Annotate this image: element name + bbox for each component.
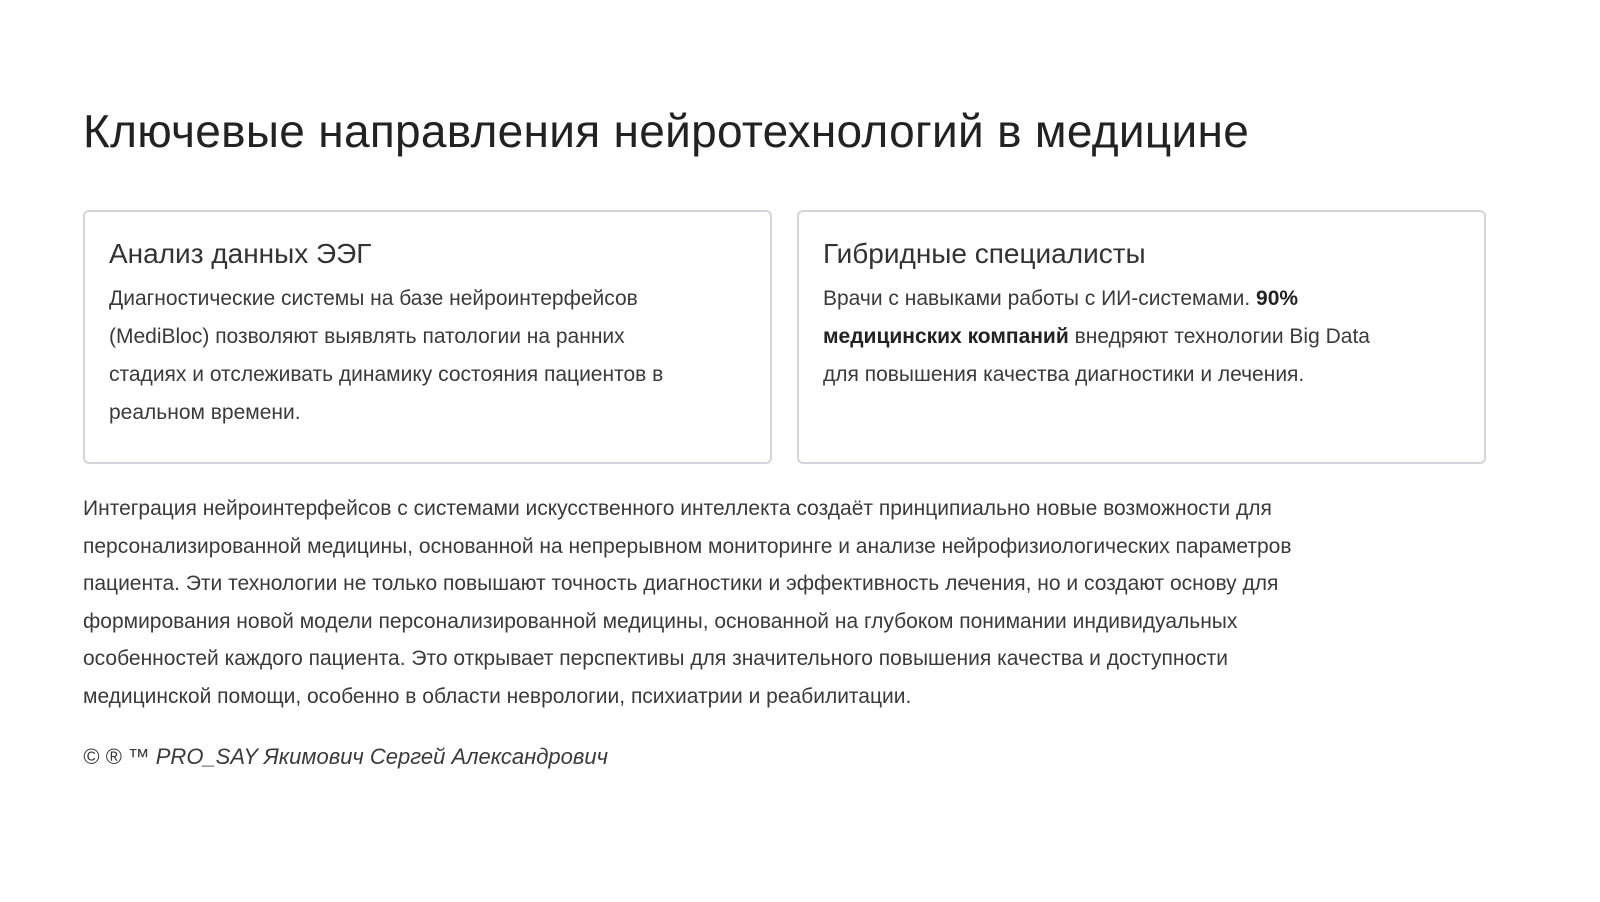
card-body [823, 280, 1460, 394]
paragraph-line: пациента. Эти технологии не только повышают точность диагностики и эффективность лечения, но и создают основу для [83, 572, 1279, 596]
card-body-bold: 90% [1256, 287, 1299, 310]
card-body-line: стадиях и отслеживать динамику состояния пациентов в [109, 363, 664, 386]
card-body-text: для повышения качества диагностики и лечения. [823, 363, 1305, 386]
card-heading: Анализ данных ЭЭГ [109, 238, 372, 269]
card-body [109, 280, 746, 432]
paragraph-line: Интеграция нейроинтерфейсов с системами искусственного интеллекта создаёт принципиально новые возможности для [83, 497, 1272, 520]
card-body-text: Врачи с навыками работы с ИИ-системами. [823, 287, 1257, 310]
card-heading: Гибридные специалисты [823, 238, 1146, 269]
card-body-line: Диагностические системы на базе нейроинтерфейсов [109, 287, 638, 310]
card-eeg-analysis [83, 210, 772, 464]
card-hybrid-specialists [797, 210, 1486, 464]
paragraph-line: медицинской помощи, особенно в области неврологии, психиатрии и реабилитации. [83, 684, 912, 708]
paragraph-line: формирования новой модели персонализированной медицины, основанной на глубоком понимании индивидуальных [83, 609, 1238, 633]
card-body-line: реальном времени. [109, 401, 301, 424]
copyright-footer: © ® ™ PRO_SAY Якимович Сергей Александрович [83, 744, 609, 769]
card-body-line: (MediBloc) позволяют выявлять патологии на ранних [109, 325, 625, 348]
card-body-bold: медицинских компаний [823, 325, 1069, 348]
paragraph-line: персонализированной медицины, основанной на непрерывном мониторинге и анализе нейрофизиологических параметров [83, 534, 1292, 558]
card-body-text: внедряют технологии Big Data [1068, 325, 1370, 348]
page-title: Ключевые направления нейротехнологий в медицине [83, 105, 1250, 157]
paragraph-line: особенностей каждого пациента. Это открывает перспективы для значительного повышения качества и доступности [83, 647, 1228, 671]
summary-paragraph [83, 490, 1291, 716]
